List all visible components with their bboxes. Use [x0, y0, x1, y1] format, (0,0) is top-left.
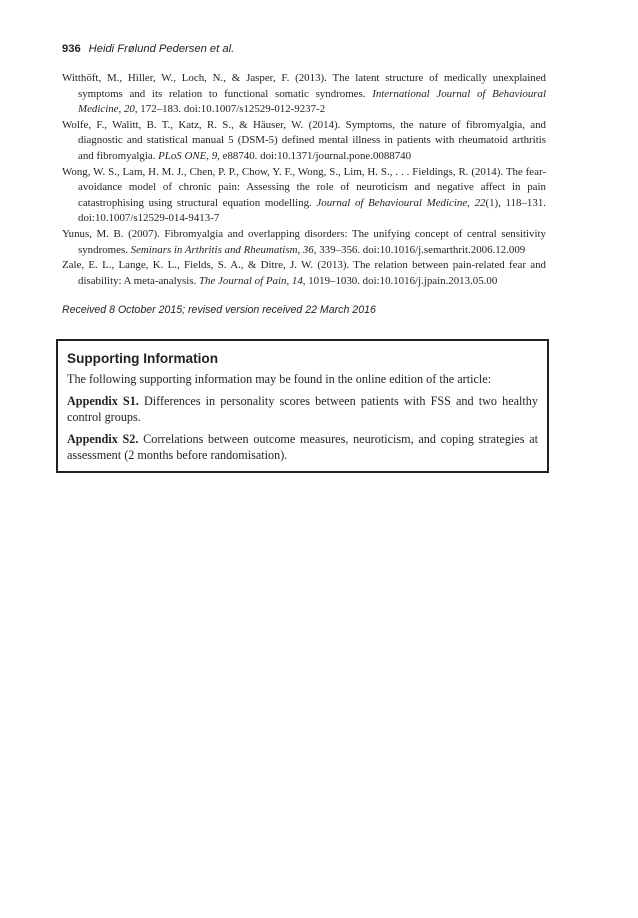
supporting-information-box	[56, 339, 549, 473]
appendix-item	[67, 393, 538, 426]
reference-authors-title: Zale, E. L., Lange, K. L., Fields, S. A., & Ditre, J. W. (2013). The relation between pain-related fear and disability: A meta-analysis.	[62, 259, 546, 287]
reference-separator: ,	[286, 274, 292, 287]
reference-list	[62, 71, 546, 289]
page-number: 936	[62, 43, 81, 55]
reference-volume: 20	[123, 103, 135, 116]
reference-pages-doi: , 172–183. doi:10.1007/s12529-012-9237-2	[134, 103, 326, 116]
reference-authors-title: Wolfe, F., Walitt, B. T., Katz, R. S., & Häuser, W. (2014). Symptoms, the nature of fibromyalgia, and diagnostic and statistical manual 5 (DSM-5) defined mental illness in patients with rheumatoid arthritis and fibromyalgia.	[62, 118, 546, 162]
reference-separator: ,	[297, 243, 303, 256]
reference-journal: Seminars in Arthritis and Rheumatism	[130, 243, 298, 256]
reference-volume: 9	[211, 149, 218, 162]
received-date: Received 8 October 2015; revised version received 22 March 2016	[62, 304, 376, 316]
reference-separator: ,	[118, 103, 124, 116]
reference-item	[62, 258, 546, 289]
reference-item	[62, 165, 546, 227]
appendix-description: Correlations between outcome measures, neuroticism, and coping strategies at assessment (2 months before randomisation).	[67, 431, 538, 463]
reference-journal: International Journal of Behavioural Medicine	[78, 87, 547, 116]
reference-volume: 14	[291, 274, 303, 287]
reference-separator: ,	[467, 196, 475, 209]
appendix-description: Differences in personality scores between patients with FSS and two healthy control groups.	[67, 393, 538, 425]
reference-journal: Journal of Behavioural Medicine	[316, 196, 468, 209]
appendix-item	[67, 431, 538, 464]
reference-journal: The Journal of Pain	[199, 274, 287, 287]
appendix-label: Appendix S1.	[67, 393, 139, 408]
reference-pages-doi: (1), 118–131. doi:10.1007/s12529-014-9413-7	[78, 196, 546, 225]
supporting-information-title: Supporting Information	[67, 351, 219, 366]
reference-journal: PLoS ONE	[158, 149, 207, 162]
reference-volume: 22	[474, 196, 486, 209]
reference-item	[62, 118, 546, 165]
reference-item	[62, 71, 546, 118]
reference-pages-doi: , 339–356. doi:10.1016/j.semarthrit.2006.12.009	[313, 243, 526, 256]
reference-authors-title: Wong, W. S., Lam, H. M. J., Chen, P. P., Chow, Y. F., Wong, S., Lim, H. S., . . . Fieldings, R. (2014). The fear-avoidance model of chronic pain: Assessing the role of neuroticism and negative affect in pain catastrophising using structural equation modelling.	[62, 165, 546, 209]
reference-volume: 36	[302, 243, 314, 256]
appendix-label: Appendix S2.	[67, 431, 139, 446]
reference-pages-doi: , e88740. doi:10.1371/journal.pone.0088740	[217, 149, 412, 162]
supporting-information-intro: The following supporting information may be found in the online edition of the article:	[67, 372, 492, 386]
reference-item	[62, 227, 546, 258]
reference-separator: ,	[206, 149, 212, 162]
reference-authors-title: Witthöft, M., Hiller, W., Loch, N., & Jasper, F. (2013). The latent structure of medically unexplained symptoms and its relation to functional somatic syndromes.	[62, 72, 546, 100]
running-header	[62, 43, 234, 55]
reference-pages-doi: , 1019–1030. doi:10.1016/j.jpain.2013.05.00	[302, 274, 498, 287]
running-title: Heidi Frølund Pedersen et al.	[88, 43, 235, 55]
reference-authors-title: Yunus, M. B. (2007). Fibromyalgia and overlapping disorders: The unifying concept of central sensitivity syndromes.	[62, 227, 546, 256]
